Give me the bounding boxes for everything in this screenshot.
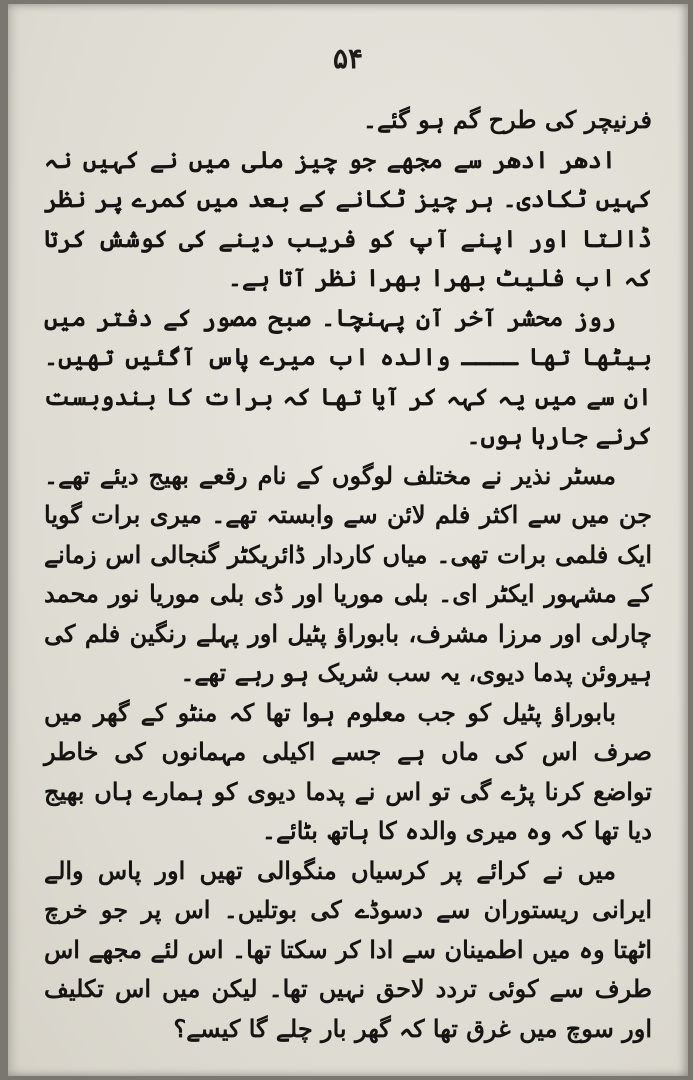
paragraph-5: بابوراؤ پٹیل کو جب معلوم ہوا تھا کہ منٹو کے گھر میں صرف اس کی ماں ہے جسے اکیلی مہمانوں کی خاطر تواضع کرنا پڑے گی تو اس نے پدما دیوی کو ہمارے ہاں بھیج دیا تھا کہ وہ میری والدہ کا ہاتھ بٹائے۔	[44, 697, 652, 845]
book-page	[8, 4, 688, 1076]
paragraph-4: مسٹر نذیر نے مختلف لوگوں کے نام رقعے بھیج دیئے تھے۔ جن میں سے اکثر فلم لائن سے وابستہ تھے۔ میری برات گویا ایک فلمی برات تھی۔ میاں کاردار ڈائریکٹر گنجالی اس زمانے کے مشہور ایکٹر ای۔ بلی موریا اور ڈی بلی موریا نور محمد چارلی اور مرزا مشرف، بابوراؤ پٹیل اور پہلے رنگین فلم کی ہیروئن پدما دیوی، یہ سب شریک ہو رہے تھے۔	[44, 460, 652, 687]
page-number: ۵۴	[332, 42, 364, 75]
paragraph-1: فرنیچر کی طرح گم ہو گئے۔	[362, 105, 652, 134]
paragraph-2: ادھر ادھر سے مجھے جو چیز ملی میں نے کہیں نہ کہیں ٹکادی۔ ہر چیز ٹکانے کے بعد میں کمرے پر نظر ڈالتا اور اپنے آپ کو فریب دینے کی کوشش کرتا کہ اب فلیٹ بھرا بھرا نظر آتا ہے۔	[44, 144, 652, 292]
body-text	[44, 100, 652, 1048]
paragraph-3: روز محشر آخر آن پہنچا۔ صبح مصور کے دفتر میں بیٹھا تھا ــــ والدہ اب میرے پاس آگئیں تھیں۔ ان سے میں یہ کہہ کر آیا تھا کہ برات کا بندوبست کرنے جارہا ہوں۔	[44, 302, 652, 450]
paragraph-6: میں نے کرائے پر کرسیاں منگوالی تھیں اور پاس والے ایرانی ریستوران سے دسوڈے کی بوتلیں۔ اس پر جو خرچ اٹھتا وہ میں اطمینان سے ادا کر سکتا تھا۔ اس لئے مجھے اس طرف سے کوئی تردد لاحق نہیں تھا۔ لیکن میں اس تکلیف اور سوچ میں غرق تھا کہ گھر بار چلے گا کیسے؟	[44, 855, 652, 1043]
